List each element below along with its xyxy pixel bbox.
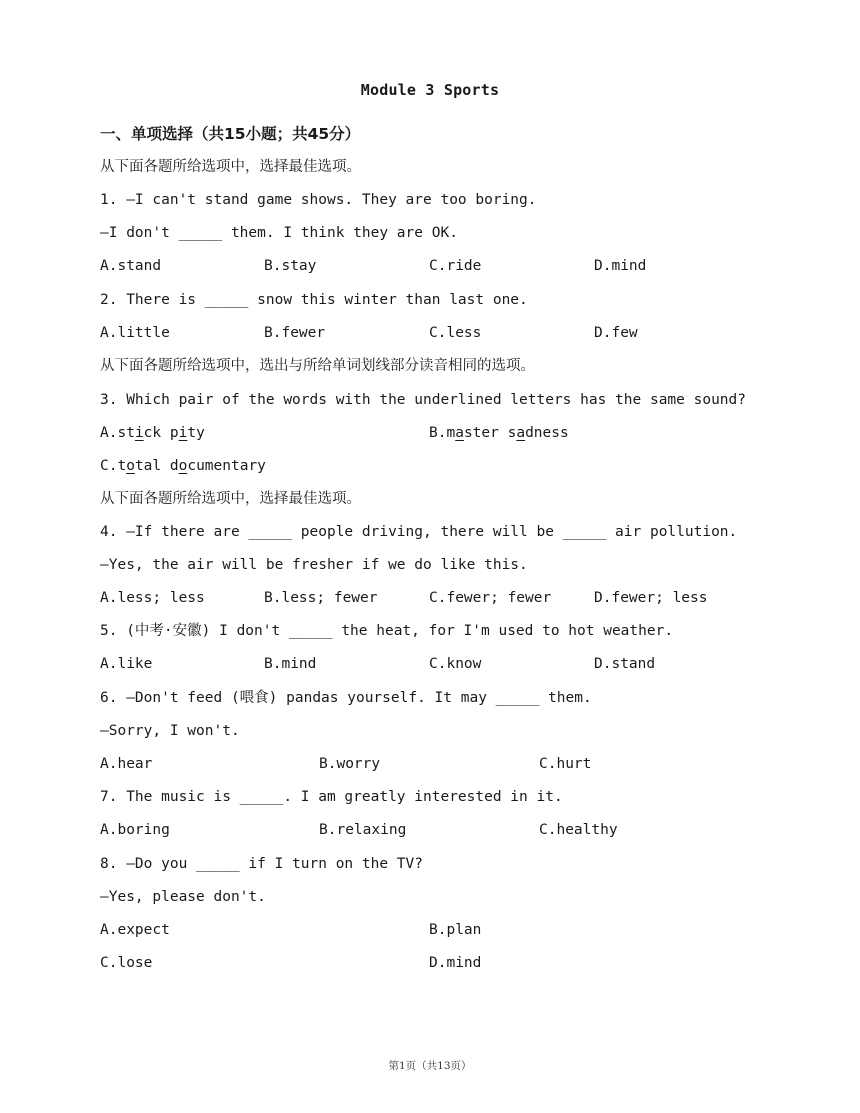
page-title: Module 3 Sports <box>360 81 500 99</box>
word-part: st <box>117 425 135 441</box>
question-2-stem: 2. There is _____ snow this winter than last one. <box>100 292 528 308</box>
option-a[interactable]: A.boring <box>100 822 170 838</box>
word-part: ster <box>463 425 499 441</box>
option-prefix: B. <box>429 425 447 441</box>
option-c[interactable]: C.hurt <box>539 756 592 772</box>
question-4-options <box>100 588 820 608</box>
option-c[interactable]: C.less <box>429 325 482 341</box>
question-3-options-row-1 <box>100 423 820 443</box>
word-part: s <box>507 425 517 441</box>
option-c[interactable]: C.ride <box>429 258 482 274</box>
question-8-options-row-2 <box>100 953 820 973</box>
instruction-best-option: 从下面各题所给选项中，选择最佳选项。 <box>100 159 361 175</box>
question-3-options-row-2 <box>100 456 820 476</box>
instruction-pronunciation: 从下面各题所给选项中，选出与所给单词划线部分读音相同的选项。 <box>100 358 535 374</box>
option-d[interactable]: D.stand <box>594 656 656 672</box>
question-7-stem: 7. The music is _____. I am greatly interested in it. <box>100 789 563 805</box>
option-a[interactable]: A.little <box>100 325 170 341</box>
question-1-response: —I don't _____ them. I think they are OK. <box>100 225 458 241</box>
option-a[interactable]: A.expect <box>100 922 170 938</box>
word-part: t <box>117 458 127 474</box>
question-6-options <box>100 754 820 774</box>
option-d[interactable]: D.fewer; less <box>594 590 708 606</box>
option-c[interactable]: C.healthy <box>539 822 618 838</box>
word-part: p <box>169 425 179 441</box>
page-footer: 第1页（共13页） <box>388 1060 472 1072</box>
option-b[interactable]: B.mind <box>264 656 317 672</box>
option-b[interactable]: B.less; fewer <box>264 590 378 606</box>
section-heading: 一、单项选择（共15小题；共45分） <box>100 125 361 143</box>
instruction-best-option: 从下面各题所给选项中，选择最佳选项。 <box>100 491 361 507</box>
option-a[interactable] <box>100 423 205 443</box>
word-part: tal <box>134 458 162 474</box>
option-d[interactable]: D.mind <box>594 258 647 274</box>
question-8-stem: 8. —Do you _____ if I turn on the TV? <box>100 856 424 872</box>
underlined-letter: a <box>516 425 526 441</box>
word-part: ck <box>143 425 162 441</box>
question-4-stem: 4. —If there are _____ people driving, there will be _____ air pollution. <box>100 524 738 540</box>
word-part: dness <box>525 425 569 441</box>
question-8-response: —Yes, please don't. <box>100 889 266 905</box>
word-part: d <box>169 458 179 474</box>
underlined-letter: o <box>178 458 188 474</box>
option-prefix: A. <box>100 425 118 441</box>
underlined-letter: i <box>134 425 144 441</box>
option-d[interactable]: D.few <box>594 325 638 341</box>
word-part: m <box>446 425 456 441</box>
question-5-options <box>100 654 820 674</box>
option-b[interactable]: B.stay <box>264 258 317 274</box>
option-b[interactable]: B.worry <box>319 756 381 772</box>
question-6-stem: 6. —Don't feed (喂食) pandas yourself. It may _____ them. <box>100 690 592 706</box>
underlined-letter: i <box>178 425 188 441</box>
option-a[interactable]: A.stand <box>100 258 162 274</box>
option-a[interactable]: A.less; less <box>100 590 205 606</box>
question-3-stem: 3. Which pair of the words with the underlined letters has the same sound? <box>100 392 747 408</box>
option-a[interactable]: A.like <box>100 656 153 672</box>
question-7-options <box>100 820 820 840</box>
option-c[interactable]: C.lose <box>100 955 153 971</box>
option-c[interactable] <box>100 456 266 476</box>
question-6-response: —Sorry, I won't. <box>100 723 240 739</box>
option-d[interactable]: D.mind <box>429 955 482 971</box>
option-b[interactable]: B.fewer <box>264 325 326 341</box>
question-1-options <box>100 256 820 276</box>
option-b[interactable] <box>429 423 569 443</box>
option-c[interactable]: C.fewer; fewer <box>429 590 552 606</box>
question-5-stem: 5. (中考·安徽) I don't _____ the heat, for I'm used to hot weather. <box>100 623 674 639</box>
option-b[interactable]: B.plan <box>429 922 482 938</box>
question-4-response: —Yes, the air will be fresher if we do like this. <box>100 557 528 573</box>
word-part: cumentary <box>187 458 266 474</box>
question-2-options <box>100 323 820 343</box>
option-c[interactable]: C.know <box>429 656 482 672</box>
word-part: ty <box>187 425 205 441</box>
question-1-stem: 1. —I can't stand game shows. They are too boring. <box>100 192 537 208</box>
option-prefix: C. <box>100 458 118 474</box>
underlined-letter: a <box>455 425 464 441</box>
underlined-letter: o <box>126 458 135 474</box>
option-a[interactable]: A.hear <box>100 756 153 772</box>
option-b[interactable]: B.relaxing <box>319 822 407 838</box>
question-8-options-row-1 <box>100 920 820 940</box>
